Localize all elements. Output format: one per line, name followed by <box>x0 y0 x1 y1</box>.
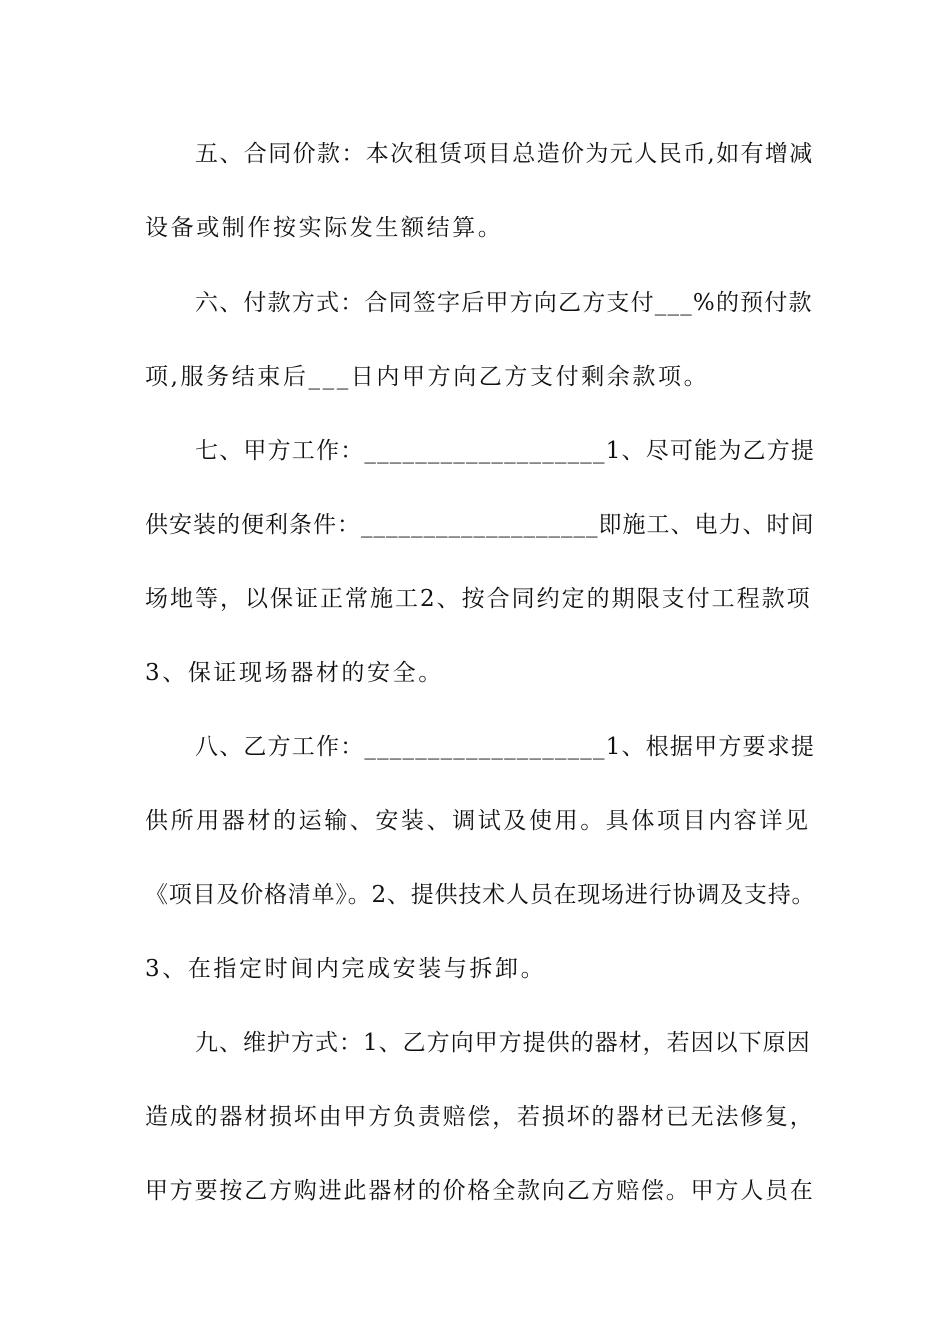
clause-8-line-2: 供所用器材的运输、安装、调试及使用。具体项目内容详见 <box>145 808 811 834</box>
clause-7-line-3: 场地等，以保证正常施工2、按合同约定的期限支付工程款项 <box>145 586 812 612</box>
clause-9-line-3: 甲方要按乙方购进此器材的价格全款向乙方赔偿。甲方人员在 <box>145 1178 815 1204</box>
clause-5-line-2: 设备或制作按实际发生额结算。 <box>145 215 504 241</box>
clause-7-line-4: 3、保证现场器材的安全。 <box>145 660 444 686</box>
clause-9-line-2: 造成的器材损坏由甲方负责赔偿，若损坏的器材已无法修复， <box>145 1104 815 1130</box>
clause-8-line-1: 八、乙方工作：___________________1、根据甲方要求提 <box>195 734 816 760</box>
clause-9-line-1: 九、维护方式：1、乙方向甲方提供的器材，若因以下原因 <box>195 1030 811 1056</box>
clause-8-line-3: 《项目及价格清单》。2、提供技术人员在现场进行协调及支持。 <box>145 882 816 908</box>
clause-6-line-1: 六、付款方式：合同签字后甲方向乙方支付___%的预付款 <box>195 290 813 316</box>
clause-7-line-1: 七、甲方工作：___________________1、尽可能为乙方提 <box>195 438 816 464</box>
clause-8-line-4: 3、在指定时间内完成安装与拆卸。 <box>145 956 547 982</box>
clause-7-line-2: 供安装的便利条件：___________________即施工、电力、时间 <box>145 512 815 538</box>
clause-6-line-2: 项,服务结束后___日内甲方向乙方支付剩余款项。 <box>145 364 710 390</box>
clause-5-line-1: 五、合同价款：本次租赁项目总造价为元人民币,如有增减 <box>195 141 814 167</box>
